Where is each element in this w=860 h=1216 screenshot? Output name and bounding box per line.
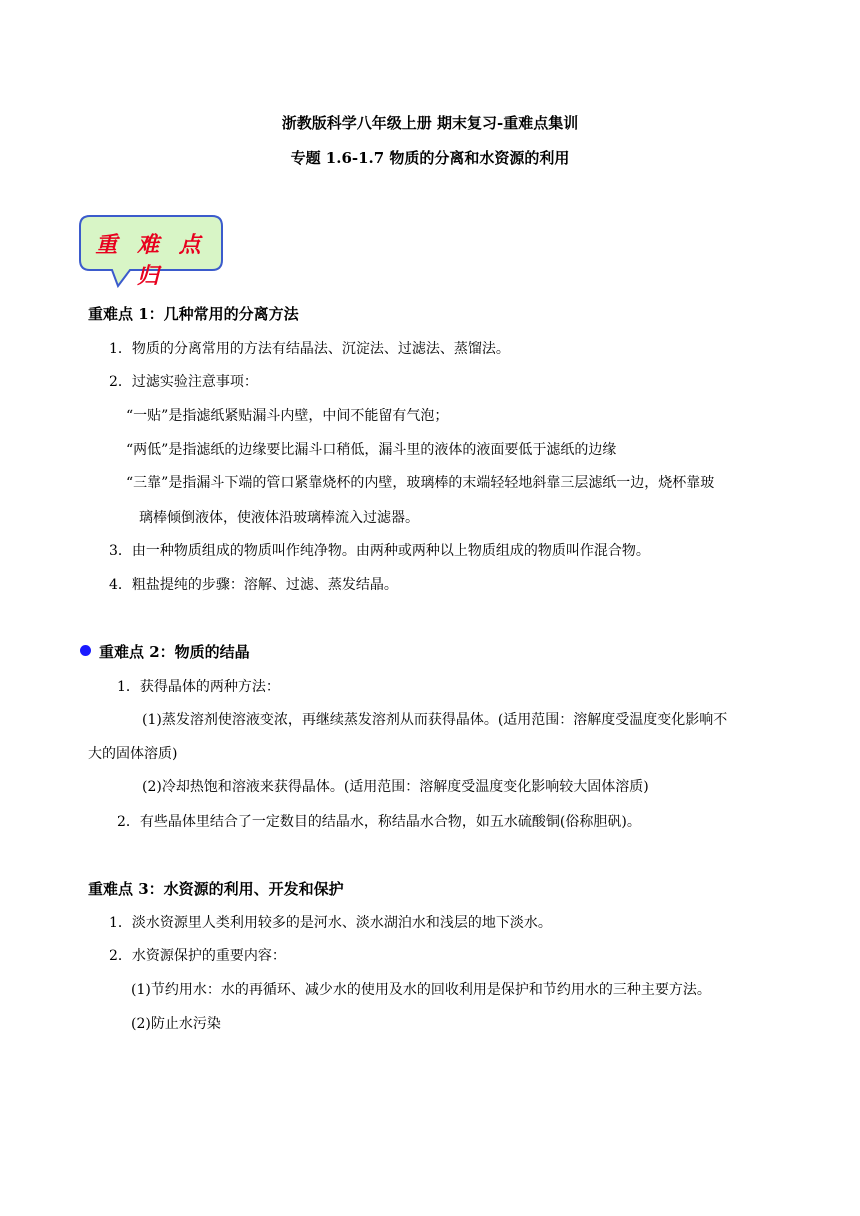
section3-sub1: (1)节约用水：水的再循环、减少水的使用及水的回收利用是保护和节约用水的三种主要方法。 bbox=[131, 982, 711, 998]
bullet-icon bbox=[80, 645, 91, 656]
section2-method1-line1: (1)蒸发溶剂使溶液变浓，再继续蒸发溶剂从而获得晶体。(适用范围：溶解度受温度变化影响不 bbox=[142, 712, 728, 728]
section1-item3: 3．由一种物质组成的物质叫作纯净物。由两种或两种以上物质组成的物质叫作混合物。 bbox=[109, 543, 650, 559]
badge-label: 重 难 点 归 bbox=[95, 233, 207, 289]
section2-method1-line2: 大的固体溶质) bbox=[88, 746, 178, 762]
section2-heading: 重难点 2：物质的结晶 bbox=[99, 643, 250, 661]
document-title: 浙教版科学八年级上册 期末复习-重难点集训 bbox=[281, 114, 579, 132]
section1-heading: 重难点 1：几种常用的分离方法 bbox=[88, 305, 299, 323]
section1-sankao-line2: 璃棒倾倒液体，使液体沿玻璃棒流入过滤器。 bbox=[139, 510, 419, 526]
document-subtitle: 专题 1.6-1.7 物质的分离和水资源的利用 bbox=[290, 149, 570, 167]
section1-item1: 1．物质的分离常用的方法有结晶法、沉淀法、过滤法、蒸馏法。 bbox=[109, 341, 510, 357]
section3-item1: 1．淡水资源里人类利用较多的是河水、淡水湖泊水和浅层的地下淡水。 bbox=[109, 915, 552, 931]
section1-yitie: “一贴”是指滤纸紧贴漏斗内壁，中间不能留有气泡； bbox=[126, 408, 449, 424]
section1-item2: 2．过滤实验注意事项： bbox=[109, 374, 258, 390]
section2-item1: 1．获得晶体的两种方法： bbox=[117, 679, 280, 695]
section3-sub2: (2)防止水污染 bbox=[131, 1016, 221, 1032]
section2-method2: (2)冷却热饱和溶液来获得晶体。(适用范围：溶解度受温度变化影响较大固体溶质) bbox=[142, 779, 649, 795]
section2-item2: 2．有些晶体里结合了一定数目的结晶水，称结晶水合物，如五水硫酸铜(俗称胆矾)。 bbox=[117, 814, 641, 830]
section1-item4: 4．粗盐提纯的步骤：溶解、过滤、蒸发结晶。 bbox=[109, 577, 398, 593]
section3-item2: 2．水资源保护的重要内容： bbox=[109, 948, 286, 964]
key-points-badge bbox=[78, 214, 224, 288]
section1-liangdi: “两低”是指滤纸的边缘要比漏斗口稍低，漏斗里的液体的液面要低于滤纸的边缘 bbox=[126, 442, 617, 458]
section3-heading: 重难点 3：水资源的利用、开发和保护 bbox=[88, 880, 344, 898]
section1-sankao-line1: “三靠”是指漏斗下端的管口紧靠烧杯的内壁，玻璃棒的末端轻轻地斜靠三层滤纸一边，烧杯靠玻 bbox=[126, 475, 715, 491]
